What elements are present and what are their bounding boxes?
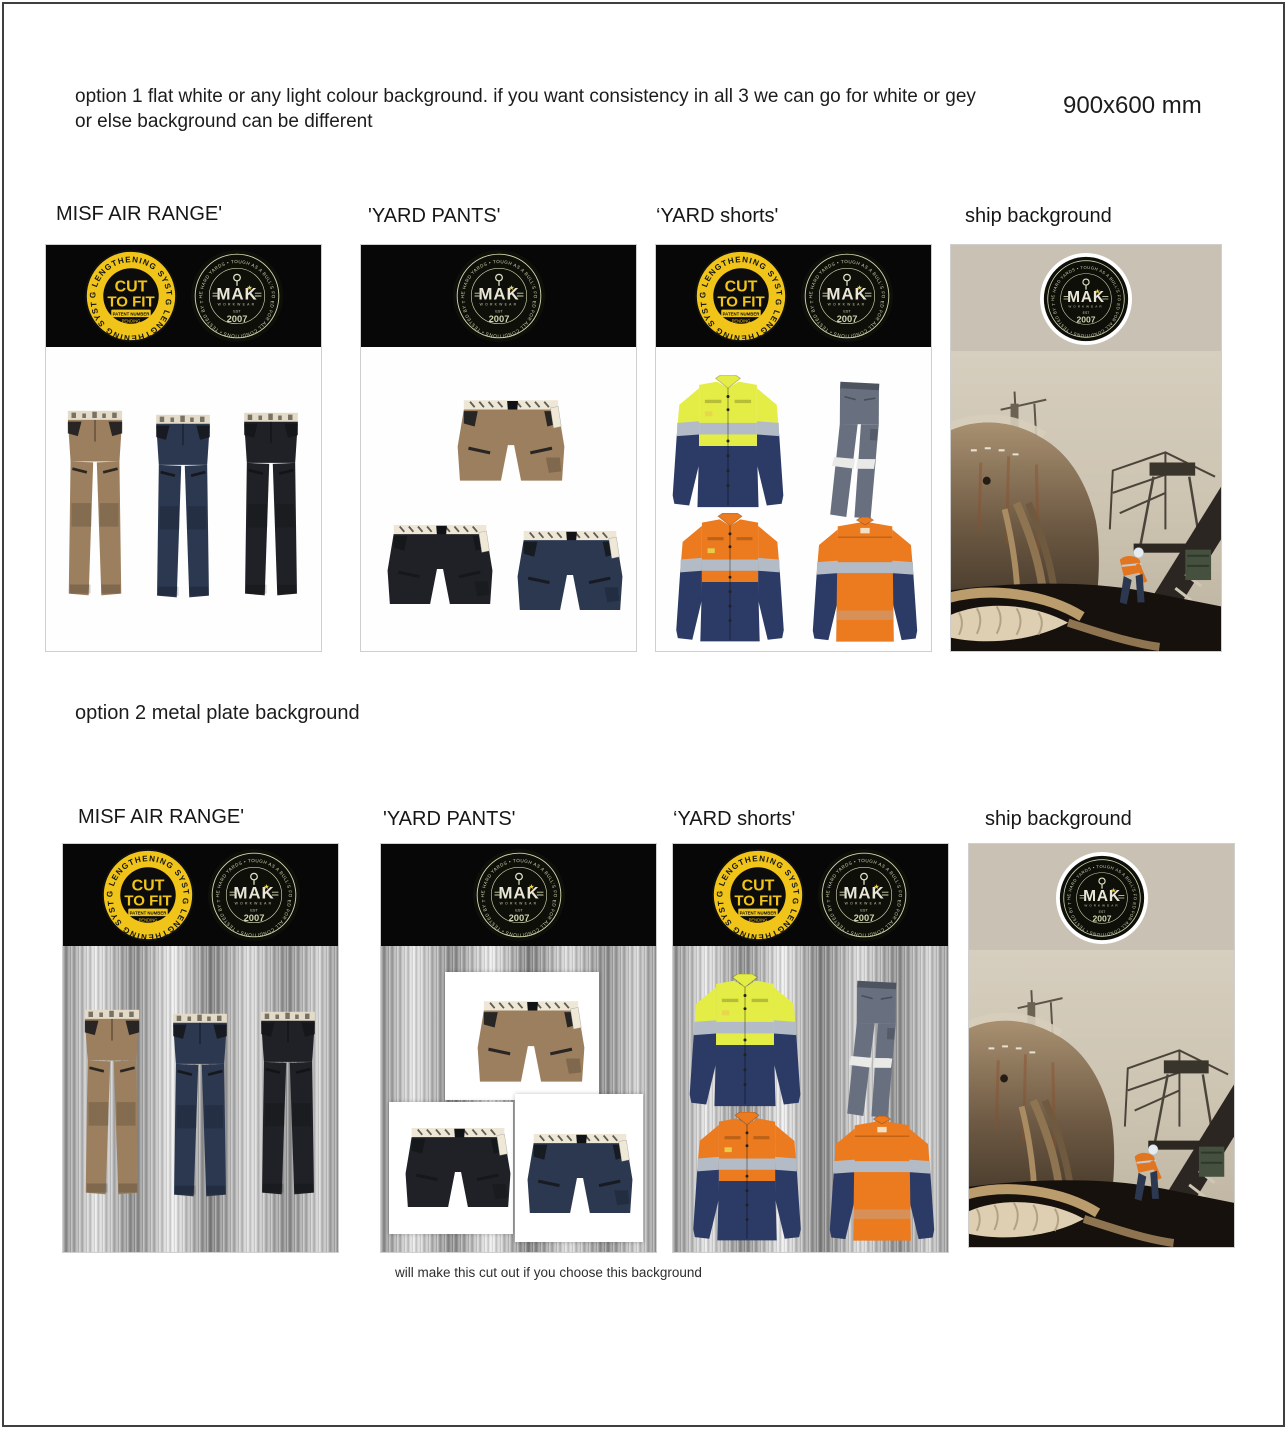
metal-plate-background [381, 946, 656, 1252]
panel-header [361, 245, 636, 347]
option1-note [75, 84, 1015, 134]
panel-yard-pants-option1 [360, 244, 637, 652]
panel-title-yard-shorts-row2: ‘YARD shorts' [673, 808, 796, 830]
grey-work-pants-image [810, 379, 899, 525]
cut-to-fit-logo [84, 249, 178, 343]
mak-workwear-logo [800, 249, 894, 343]
mak-workwear-logo [207, 848, 301, 942]
panel-header [46, 245, 321, 347]
panel-misf-air-range-option2 [62, 843, 339, 1253]
white-background [46, 347, 321, 651]
mak-logo-white-ring [1040, 253, 1132, 345]
black-work-pants-image [230, 411, 312, 599]
navy-work-pants-image [142, 413, 224, 601]
cut-to-fit-logo [694, 249, 788, 343]
metal-plate-background [63, 946, 338, 1252]
panel-title-misf-air-range-row2: MISF AIR RANGE' [78, 806, 245, 828]
ship-photo [951, 351, 1221, 651]
cut-to-fit-logo [711, 848, 805, 942]
grey-work-pants-image [827, 978, 916, 1124]
mak-workwear-logo [1043, 256, 1129, 342]
orange-navy-hivis-shirt-back-image [804, 517, 926, 651]
khaki-work-pants-image [71, 1008, 153, 1198]
white-background [656, 347, 931, 651]
mak-workwear-logo [190, 249, 284, 343]
panel-ship-background-option2 [968, 843, 1235, 1248]
size-label: 900x600 mm [1063, 92, 1202, 119]
panel-ship-background-option1 [950, 244, 1222, 652]
khaki-work-shorts-image [453, 389, 569, 495]
panel-title-ship-background-row2: ship background [985, 808, 1132, 830]
black-work-shorts-image [383, 513, 497, 619]
panel-header [381, 844, 656, 946]
ship-top-band [951, 245, 1221, 351]
mak-workwear-logo [817, 848, 911, 942]
mak-workwear-logo [472, 848, 566, 942]
option1-note-line1: option 1 flat white or any light colour background. if you want consistency in all 3 we can go for white or gey [75, 86, 976, 107]
panel-title-misf-air-range-row1: MISF AIR RANGE' [56, 203, 223, 225]
panel-title-ship-background-row1: ship background [965, 205, 1112, 227]
khaki-work-pants-image [54, 409, 136, 599]
orange-navy-hivis-shirt-back-image [821, 1116, 943, 1250]
black-work-shorts-image [401, 1116, 515, 1222]
cutout-note: will make this cut out if you choose this background [395, 1265, 702, 1280]
panel-yard-shorts-option1 [655, 244, 932, 652]
navy-work-pants-image [159, 1012, 241, 1200]
yellow-navy-hivis-shirt-image [681, 974, 809, 1116]
mak-logo-white-ring [1056, 852, 1148, 944]
panel-yard-shorts-option2 [672, 843, 949, 1253]
white-background [361, 347, 636, 651]
panel-title-yard-shorts-row1: ‘YARD shorts' [656, 205, 779, 227]
metal-plate-background [673, 946, 948, 1252]
khaki-work-shorts-image [473, 990, 589, 1096]
mak-workwear-logo [452, 249, 546, 343]
ship-photo [969, 950, 1234, 1247]
navy-work-shorts-image [513, 519, 627, 625]
black-work-pants-image [247, 1010, 329, 1198]
panel-header [63, 844, 338, 946]
panel-yard-pants-option2 [380, 843, 657, 1253]
orange-navy-hivis-shirt-front-image [664, 513, 796, 651]
option2-label: option 2 metal plate background [75, 702, 360, 724]
ship-top-band [969, 844, 1234, 950]
cut-to-fit-logo [101, 848, 195, 942]
panel-header [656, 245, 931, 347]
orange-navy-hivis-shirt-front-image [681, 1112, 813, 1250]
yellow-navy-hivis-shirt-image [664, 375, 792, 517]
panel-title-yard-pants-row2: 'YARD PANTS' [383, 808, 516, 830]
navy-work-shorts-image [523, 1122, 637, 1228]
panel-title-yard-pants-row1: 'YARD PANTS' [368, 205, 501, 227]
panel-misf-air-range-option1 [45, 244, 322, 652]
panel-header [673, 844, 948, 946]
mak-workwear-logo [1059, 855, 1145, 941]
option1-note-line2: or else background can be different [75, 111, 373, 132]
